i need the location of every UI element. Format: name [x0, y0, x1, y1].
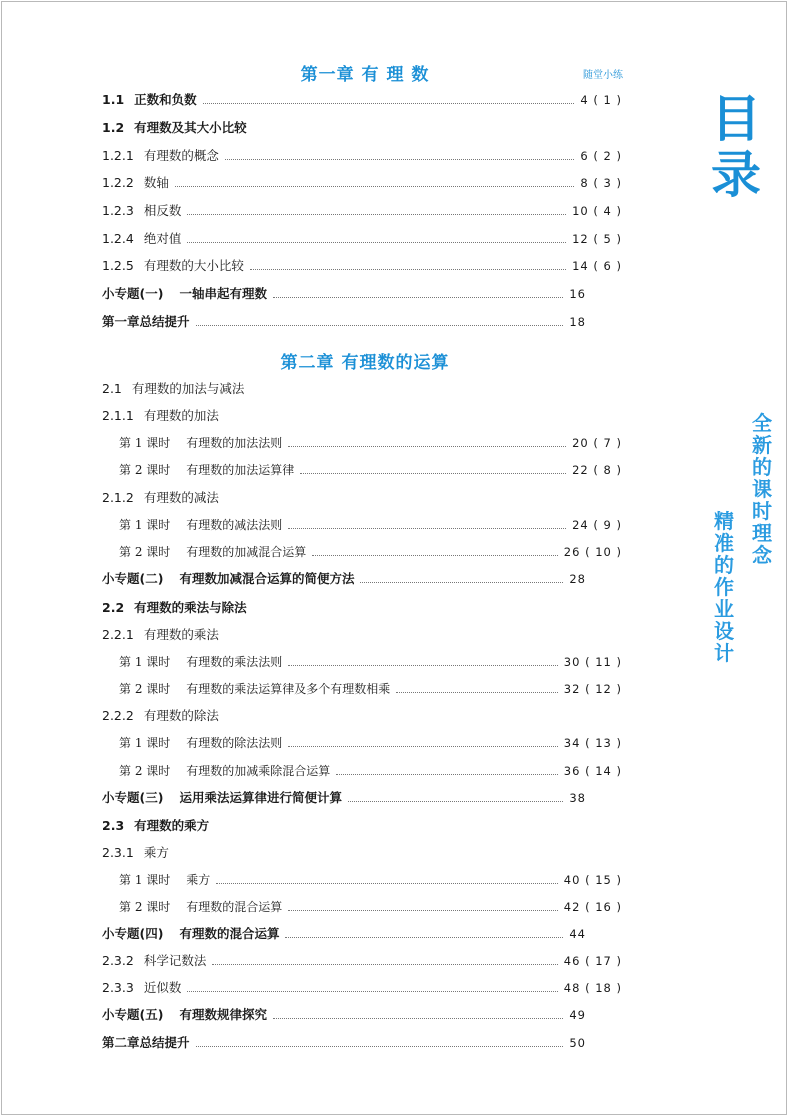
- toc-title: 乘方: [143, 845, 169, 860]
- toc-leader: [212, 964, 557, 965]
- toc-num: 第 2 课时: [119, 463, 171, 477]
- toc-leader: [348, 801, 563, 802]
- toc-leader: [288, 528, 566, 529]
- toc-leader: [250, 269, 566, 270]
- toc-row[interactable]: [102, 284, 586, 304]
- toc-row[interactable]: [119, 679, 622, 699]
- suitang-label: 随堂小练: [583, 70, 623, 81]
- toc-page: 32 ( 12 ): [563, 682, 622, 696]
- toc-row[interactable]: [119, 761, 622, 781]
- toc-leader: [312, 555, 558, 556]
- toc-title: 有理数的乘法运算律及多个有理数相乘: [186, 682, 391, 696]
- toc-page: 44: [569, 927, 586, 941]
- toc-title: 正数和负数: [134, 92, 197, 107]
- toc-title: 有理数的减法: [143, 490, 219, 505]
- toc-num: 1.2.2: [102, 175, 134, 190]
- toc-leader: [203, 103, 575, 104]
- toc-title: 有理数及其大小比较: [134, 120, 247, 135]
- toc-row[interactable]: [102, 978, 622, 998]
- toc-row[interactable]: [102, 256, 622, 276]
- toc-leader: [288, 665, 558, 666]
- toc-row[interactable]: [102, 951, 622, 971]
- toc-page: 6 ( 2 ): [580, 149, 622, 163]
- toc-num: 小专题(三): [102, 790, 164, 805]
- toc-leader: [196, 325, 564, 326]
- toc-row[interactable]: [119, 733, 622, 753]
- toc-num: 第 2 课时: [119, 764, 171, 778]
- slogan-2: 精准的作业设计: [714, 509, 734, 665]
- toc-row[interactable]: [102, 1005, 586, 1025]
- toc-row[interactable]: [102, 569, 586, 589]
- toc-page: 42 ( 16 ): [563, 900, 622, 914]
- toc-row[interactable]: [102, 90, 622, 110]
- toc-title: 有理数的乘方: [134, 818, 210, 833]
- toc-row[interactable]: [102, 706, 622, 726]
- toc-num: 小专题(四): [102, 926, 164, 941]
- toc-page: 46 ( 17 ): [563, 954, 622, 968]
- toc-row[interactable]: [119, 515, 622, 535]
- toc-page: 30 ( 11 ): [563, 655, 622, 669]
- toc-num: 小专题(二): [102, 571, 164, 586]
- toc-row[interactable]: [102, 924, 586, 944]
- toc-title: 有理数的乘法: [143, 627, 219, 642]
- toc-num: 2.1.2: [102, 490, 134, 505]
- toc-leader: [288, 910, 558, 911]
- toc-row[interactable]: [119, 652, 622, 672]
- toc-page: 4 ( 1 ): [580, 93, 622, 107]
- toc-num: 2.2.2: [102, 708, 134, 723]
- toc-num: 第 1 课时: [119, 518, 171, 532]
- toc-num: 2.3.2: [102, 953, 134, 968]
- mulu-char-2: 录: [711, 146, 761, 204]
- toc-row[interactable]: [119, 542, 622, 562]
- toc-num: 2.1.1: [102, 408, 134, 423]
- toc-page: 14 ( 6 ): [572, 259, 622, 273]
- toc-row[interactable]: [102, 146, 622, 166]
- toc-leader: [360, 582, 563, 583]
- toc-title: 有理数的混合运算: [186, 900, 283, 914]
- toc-title: 有理数的除法: [143, 708, 219, 723]
- toc-leader: [288, 446, 566, 447]
- toc-page: 16: [569, 287, 586, 301]
- toc-row[interactable]: [102, 1033, 586, 1053]
- toc-row[interactable]: [102, 229, 622, 249]
- toc-page: 38: [569, 791, 586, 805]
- toc-leader: [216, 883, 558, 884]
- toc-row[interactable]: [102, 118, 622, 138]
- toc-row[interactable]: [102, 598, 622, 618]
- toc-page: 49: [569, 1008, 586, 1022]
- mulu-char-1: 目: [711, 90, 761, 148]
- toc-title: 有理数的加减混合运算: [186, 545, 307, 559]
- toc-num: 第 2 课时: [119, 900, 171, 914]
- toc-num: 1.2.1: [102, 148, 134, 163]
- toc-title: 绝对值: [143, 231, 182, 246]
- toc-row[interactable]: [102, 173, 622, 193]
- toc-page: 12 ( 5 ): [572, 232, 622, 246]
- toc-title: 有理数的除法法则: [186, 736, 283, 750]
- toc-num: 2.3.1: [102, 845, 134, 860]
- toc-row[interactable]: [102, 843, 622, 863]
- toc-leader: [288, 746, 558, 747]
- toc-leader: [336, 774, 558, 775]
- toc-title: 乘方: [186, 873, 211, 887]
- toc-num: 2.2.1: [102, 627, 134, 642]
- toc-num: 1.2.5: [102, 258, 134, 273]
- toc-page: 28: [569, 572, 586, 586]
- chapter-1-title: 第一章 有 理 数: [300, 65, 430, 85]
- toc-num: 2.3.3: [102, 980, 134, 995]
- slogan-1: 全新的课时理念: [752, 411, 772, 567]
- toc-page: 18: [569, 315, 586, 329]
- toc-page: 8 ( 3 ): [580, 176, 622, 190]
- toc-row[interactable]: [119, 433, 622, 453]
- toc-row[interactable]: [119, 870, 622, 890]
- toc-num: 1.1: [102, 92, 125, 107]
- toc-title: 一轴串起有理数: [179, 286, 267, 301]
- toc-leader: [300, 473, 566, 474]
- toc-num: 第 2 课时: [119, 545, 171, 559]
- toc-leader: [225, 159, 575, 160]
- toc-num: 2.2: [102, 600, 125, 615]
- toc-title: 有理数的加法: [143, 408, 219, 423]
- toc-title: 有理数的乘法与除法: [134, 600, 247, 615]
- toc-title: 相反数: [143, 203, 182, 218]
- toc-page: 34 ( 13 ): [563, 736, 622, 750]
- toc-page: 36 ( 14 ): [563, 764, 622, 778]
- toc-title: 运用乘法运算律进行简便计算: [179, 790, 342, 805]
- toc-page: 24 ( 9 ): [572, 518, 622, 532]
- toc-row[interactable]: [102, 379, 622, 399]
- toc-title: 科学记数法: [143, 953, 207, 968]
- toc-title: 数轴: [143, 175, 169, 190]
- toc-row[interactable]: [102, 488, 622, 508]
- toc-row[interactable]: [102, 406, 622, 426]
- toc-leader: [196, 1046, 564, 1047]
- toc-row[interactable]: [102, 201, 622, 221]
- toc-row[interactable]: [119, 460, 622, 480]
- toc-leader: [187, 991, 557, 992]
- toc-num: 第 1 课时: [119, 736, 171, 750]
- toc-title: 有理数的大小比较: [143, 258, 244, 273]
- toc-leader: [285, 937, 563, 938]
- toc-title: 有理数的加法运算律: [186, 463, 295, 477]
- toc-num: 小专题(一): [102, 286, 164, 301]
- toc-num: 第 1 课时: [119, 436, 171, 450]
- toc-num: 第 1 课时: [119, 655, 171, 669]
- toc-page: 40 ( 15 ): [563, 873, 622, 887]
- toc-page: 48 ( 18 ): [563, 981, 622, 995]
- toc-page: 26 ( 10 ): [563, 545, 622, 559]
- toc-row[interactable]: [119, 897, 622, 917]
- toc-leader: [273, 297, 563, 298]
- toc-page: 50: [569, 1036, 586, 1050]
- toc-num: 第一章总结提升: [102, 314, 190, 329]
- toc-leader: [187, 214, 566, 215]
- toc-page: 10 ( 4 ): [572, 204, 622, 218]
- toc-num: 小专题(五): [102, 1007, 164, 1022]
- toc-num: 1.2: [102, 120, 125, 135]
- toc-title: 有理数的加法法则: [186, 436, 283, 450]
- toc-title: 有理数的混合运算: [179, 926, 280, 941]
- chapter-2-title: 第二章 有理数的运算: [280, 353, 450, 373]
- toc-leader: [187, 242, 566, 243]
- toc-num: 第二章总结提升: [102, 1035, 190, 1050]
- toc-page: 20 ( 7 ): [572, 436, 622, 450]
- toc-title: 有理数的概念: [143, 148, 219, 163]
- toc-title: 有理数的加减乘除混合运算: [186, 764, 331, 778]
- toc-row[interactable]: [102, 625, 622, 645]
- toc-title: 有理数的减法法则: [186, 518, 283, 532]
- toc-row[interactable]: [102, 816, 622, 836]
- toc-row[interactable]: [102, 788, 586, 808]
- toc-title: 有理数规律探究: [179, 1007, 267, 1022]
- toc-title: 有理数加减混合运算的简便方法: [179, 571, 355, 586]
- toc-row[interactable]: [102, 312, 586, 332]
- toc-num: 1.2.4: [102, 231, 134, 246]
- toc-num: 第 2 课时: [119, 682, 171, 696]
- toc-title: 有理数的乘法法则: [186, 655, 283, 669]
- toc-num: 2.1: [102, 381, 122, 396]
- toc-title: 近似数: [143, 980, 182, 995]
- toc-num: 1.2.3: [102, 203, 134, 218]
- toc-page: 22 ( 8 ): [572, 463, 622, 477]
- toc-leader: [273, 1018, 563, 1019]
- toc-leader: [175, 186, 575, 187]
- toc-num: 2.3: [102, 818, 125, 833]
- toc-leader: [396, 692, 558, 693]
- toc-title: 有理数的加法与减法: [131, 381, 245, 396]
- toc-num: 第 1 课时: [119, 873, 171, 887]
